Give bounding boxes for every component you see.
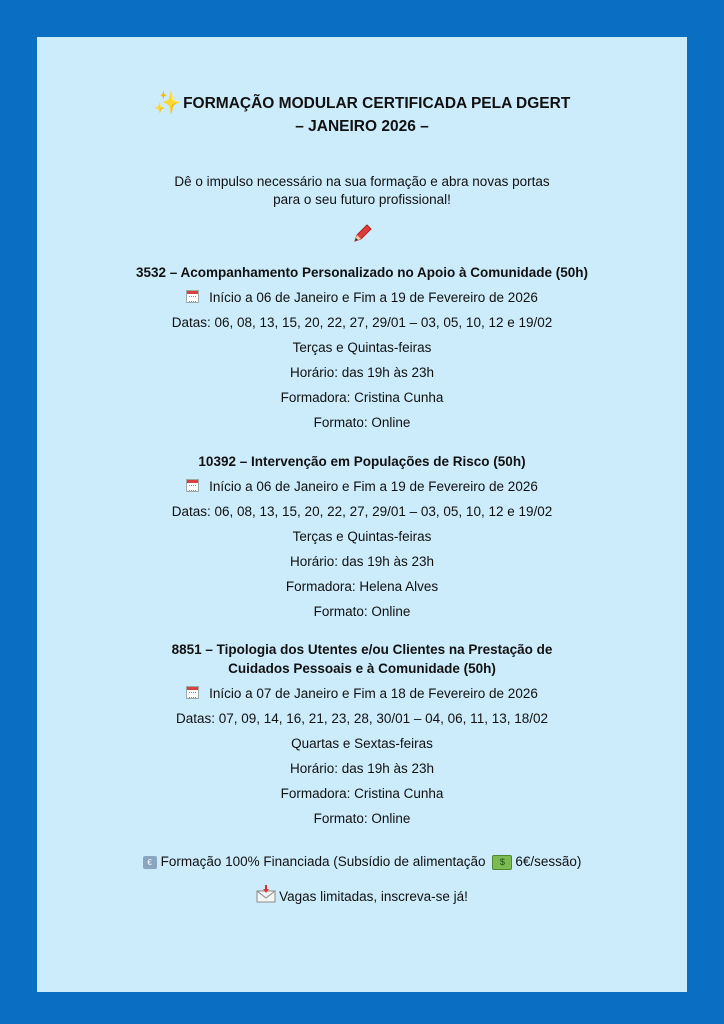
course-period bbox=[37, 285, 687, 310]
course-dates: Datas: 06, 08, 13, 15, 20, 22, 27, 29/01 – 03, 05, 10, 12 e 19/02 bbox=[171, 504, 553, 519]
call-to-action bbox=[37, 885, 687, 908]
sparkles-icon: ✨ bbox=[153, 90, 182, 115]
intro-text bbox=[147, 173, 577, 209]
course-schedule: Horário: das 19h às 23h bbox=[289, 761, 435, 776]
course-days: Terças e Quintas-feiras bbox=[292, 340, 432, 355]
course-title: 10392 – Intervenção em Populações de Risco (50h) bbox=[198, 454, 526, 469]
course-period-text: Início a 06 de Janeiro e Fim a 19 de Fevereiro de 2026 bbox=[209, 290, 538, 305]
course-format: Formato: Online bbox=[313, 604, 411, 619]
dollar-banknote-icon: $ bbox=[492, 855, 512, 870]
course-title-line-1: 8851 – Tipologia dos Utentes e/ou Clientes na Prestação de bbox=[171, 642, 553, 657]
intro-line-2: para o seu futuro profissional! bbox=[273, 192, 451, 207]
course-schedule: Horário: das 19h às 23h bbox=[289, 554, 435, 569]
course-period bbox=[37, 681, 687, 706]
course-title: 3532 – Acompanhamento Personalizado no Apoio à Comunidade (50h) bbox=[135, 265, 589, 280]
course-days: Quartas e Sextas-feiras bbox=[291, 736, 433, 751]
calendar-icon bbox=[186, 479, 199, 492]
euro-banknote-icon: € bbox=[143, 856, 157, 869]
calendar-icon bbox=[186, 686, 199, 699]
title-line-2: – JANEIRO 2026 – bbox=[295, 118, 429, 135]
course-format: Formato: Online bbox=[313, 811, 411, 826]
poster-panel bbox=[37, 37, 687, 992]
funding-text-a: Formação 100% Financiada (Subsídio de alimentação bbox=[160, 854, 486, 869]
course-8851 bbox=[37, 640, 687, 831]
course-trainer: Formadora: Cristina Cunha bbox=[280, 786, 444, 801]
course-title-line-2: Cuidados Pessoais e à Comunidade (50h) bbox=[228, 661, 496, 676]
course-3532 bbox=[37, 263, 687, 435]
funding-text-b: 6€/sessão) bbox=[515, 854, 582, 869]
course-trainer: Formadora: Cristina Cunha bbox=[280, 390, 444, 405]
course-10392 bbox=[37, 452, 687, 624]
course-period-text: Início a 06 de Janeiro e Fim a 19 de Fevereiro de 2026 bbox=[209, 479, 538, 494]
intro-line-1: Dê o impulso necessário na sua formação e abra novas portas bbox=[174, 174, 550, 189]
calendar-icon bbox=[186, 290, 199, 303]
envelope-arrow-icon bbox=[256, 885, 276, 903]
poster-title bbox=[37, 91, 687, 138]
course-dates: Datas: 07, 09, 14, 16, 21, 23, 28, 30/01 – 04, 06, 11, 13, 18/02 bbox=[175, 711, 549, 726]
pencil-icon bbox=[351, 223, 373, 245]
title-line-1: FORMAÇÃO MODULAR CERTIFICADA PELA DGERT bbox=[183, 95, 571, 112]
funding-note bbox=[37, 851, 687, 873]
course-days: Terças e Quintas-feiras bbox=[292, 529, 432, 544]
course-trainer: Formadora: Helena Alves bbox=[285, 579, 439, 594]
cta-text: Vagas limitadas, inscreva-se já! bbox=[279, 889, 468, 904]
course-format: Formato: Online bbox=[313, 415, 411, 430]
course-schedule: Horário: das 19h às 23h bbox=[289, 365, 435, 380]
course-dates: Datas: 06, 08, 13, 15, 20, 22, 27, 29/01 – 03, 05, 10, 12 e 19/02 bbox=[171, 315, 553, 330]
course-period bbox=[37, 474, 687, 499]
course-period-text: Início a 07 de Janeiro e Fim a 18 de Fevereiro de 2026 bbox=[209, 686, 538, 701]
